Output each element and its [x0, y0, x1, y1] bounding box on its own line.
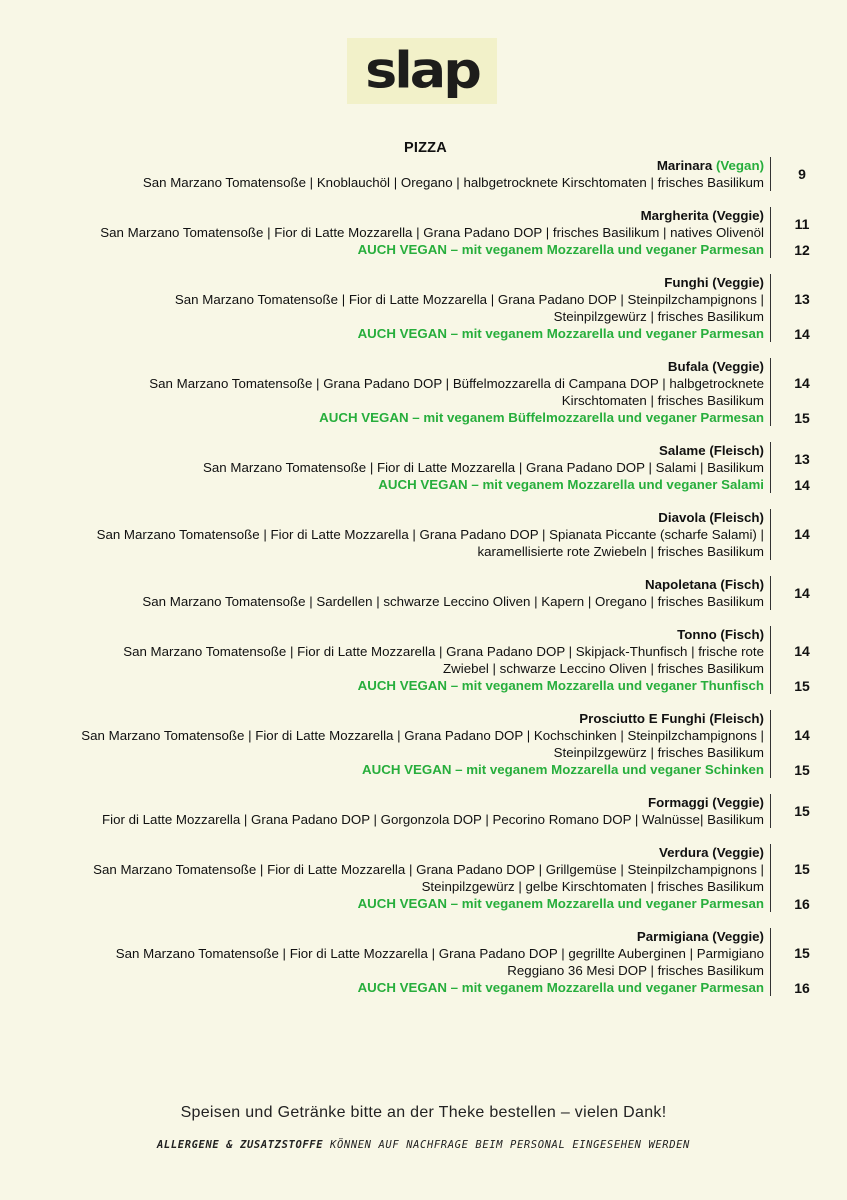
menu-item-text [0, 274, 764, 342]
menu-item-description: Steinpilzgewürz | frisches Basilikum [553, 309, 764, 324]
menu-item-description: San Marzano Tomatensoße | Fior di Latte Mozzarella | Grana Padano DOP | Kochschinken | Steinpilzchampignons | [81, 728, 764, 743]
menu-item-tag: (Fisch) [720, 577, 764, 592]
menu-item-text [0, 626, 764, 694]
menu-item-name: Diavola [658, 510, 706, 525]
price-divider [770, 157, 771, 191]
menu-item-name: Napoletana [645, 577, 717, 592]
price-divider [770, 710, 771, 778]
menu-item-price: 15 [794, 944, 810, 961]
menu-item-title [0, 207, 764, 224]
menu-item-description: San Marzano Tomatensoße | Fior di Latte Mozzarella | Grana Padano DOP | gegrillte Auberginen | Parmigiano [115, 946, 764, 961]
menu-item [0, 358, 847, 426]
menu-item-price: 14 [794, 585, 810, 601]
menu-item-description: San Marzano Tomatensoße | Sardellen | schwarze Leccino Oliven | Kapern | Oregano | frisches Basilikum [142, 594, 764, 609]
menu-item-title [0, 710, 764, 727]
menu-item-price: 14 [794, 525, 810, 542]
menu-item-description: San Marzano Tomatensoße | Fior di Latte Mozzarella | Grana Padano DOP | Skipjack-Thunfisch | frische rote [123, 644, 764, 659]
menu-item-price: 11 [794, 216, 810, 232]
menu-item [0, 442, 847, 493]
menu-item-name: Funghi [664, 275, 709, 290]
menu-item [0, 576, 847, 610]
menu-item-text [0, 157, 764, 191]
menu-item-price: 15 [794, 860, 810, 877]
menu-item-vegan-price: 16 [794, 896, 810, 912]
menu-item-title [0, 358, 764, 375]
menu-item-title [0, 928, 764, 945]
menu-item-price: 14 [794, 374, 810, 391]
menu-item-price: 13 [794, 290, 810, 307]
allergen-note-bold: ALLERGENE & ZUSATZSTOFFE [157, 1139, 324, 1151]
menu-item-tag: (Fleisch) [709, 443, 764, 458]
menu-item-description: Steinpilzgewürz | gelbe Kirschtomaten | frisches Basilikum [421, 879, 764, 894]
logo-text: slap [365, 41, 479, 100]
menu-item-title [0, 509, 764, 526]
menu-item-description: Fior di Latte Mozzarella | Grana Padano DOP | Gorgonzola DOP | Pecorino Romano DOP | Walnüsse| Basilikum [102, 812, 764, 827]
menu-item-text [0, 576, 764, 610]
menu-item-vegan-price: 14 [794, 477, 810, 493]
menu-item-vegan-option: AUCH VEGAN – mit veganem Mozzarella und veganer Salami [378, 477, 764, 492]
menu-item-vegan-price: 15 [794, 410, 810, 426]
menu-item-name: Parmigiana [636, 929, 709, 944]
section-title: PIZZA [404, 140, 447, 156]
menu-item-title [0, 626, 764, 643]
allergen-note [0, 1139, 847, 1151]
menu-item-vegan-option: AUCH VEGAN – mit veganem Mozzarella und veganer Parmesan [357, 896, 764, 911]
menu-item-price: 14 [794, 726, 810, 743]
order-note: Speisen und Getränke bitte an der Theke bestellen – vielen Dank! [180, 1104, 667, 1121]
price-divider [770, 928, 771, 996]
menu-item-tag: (Veggie) [712, 359, 764, 374]
price-divider [770, 509, 771, 560]
menu-item-tag: (Fleisch) [709, 510, 764, 525]
menu-item [0, 157, 847, 191]
menu-item [0, 207, 847, 258]
menu-item-text [0, 207, 764, 258]
menu-item-name: Margherita [640, 208, 709, 223]
menu-item-title [0, 442, 764, 459]
menu-item-name: Prosciutto E Funghi [579, 711, 706, 726]
menu-item-description: San Marzano Tomatensoße | Fior di Latte Mozzarella | Grana Padano DOP | frisches Basilikum | natives Olivenöl [100, 225, 764, 240]
menu-item-vegan-price: 15 [794, 762, 810, 778]
menu-item-title [0, 157, 764, 174]
menu-item-description: San Marzano Tomatensoße | Fior di Latte Mozzarella | Grana Padano DOP | Salami | Basilikum [203, 460, 764, 475]
menu-item-text [0, 442, 764, 493]
menu-item-tag: (Veggie) [712, 275, 764, 290]
price-divider [770, 576, 771, 610]
menu-item-description: Steinpilzgewürz | frisches Basilikum [553, 745, 764, 760]
menu-item-tag: (Vegan) [715, 158, 764, 173]
menu-item-tag: (Fisch) [720, 627, 764, 642]
menu-item [0, 626, 847, 694]
menu-item-text [0, 928, 764, 996]
menu-item-description: San Marzano Tomatensoße | Fior di Latte Mozzarella | Grana Padano DOP | Steinpilzchampignons | [174, 292, 764, 307]
menu-item-description: Zwiebel | schwarze Leccino Oliven | frisches Basilikum [443, 661, 764, 676]
menu-item-price: 9 [798, 166, 806, 182]
price-divider [770, 442, 771, 493]
menu-item [0, 928, 847, 996]
menu-item-description: karamellisierte rote Zwiebeln | frisches Basilikum [477, 544, 764, 559]
menu-item-vegan-price: 12 [794, 242, 810, 258]
menu-item [0, 274, 847, 342]
menu-item-tag: (Veggie) [712, 929, 764, 944]
menu-item-title [0, 844, 764, 861]
menu-item-description: San Marzano Tomatensoße | Knoblauchöl | Oregano | halbgetrocknete Kirschtomaten | frisches Basilikum [142, 175, 764, 190]
pizza-menu [0, 157, 847, 1012]
price-divider [770, 794, 771, 828]
menu-item-vegan-option: AUCH VEGAN – mit veganem Mozzarella und veganer Parmesan [357, 326, 764, 341]
menu-item-text [0, 710, 764, 778]
menu-item-vegan-option: AUCH VEGAN – mit veganem Mozzarella und veganer Schinken [362, 762, 764, 777]
menu-item-vegan-price: 14 [794, 326, 810, 342]
menu-item-name: Bufala [667, 359, 709, 374]
menu-item-text [0, 358, 764, 426]
menu-item-name: Tonno [677, 627, 717, 642]
menu-item-tag: (Fleisch) [709, 711, 764, 726]
menu-item-title [0, 576, 764, 593]
logo [347, 38, 497, 104]
menu-item-description: San Marzano Tomatensoße | Fior di Latte Mozzarella | Grana Padano DOP | Grillgemüse | Steinpilzchampignons | [93, 862, 764, 877]
menu-item-vegan-option: AUCH VEGAN – mit veganem Mozzarella und veganer Parmesan [357, 242, 764, 257]
menu-item-tag: (Veggie) [712, 795, 764, 810]
menu-item [0, 844, 847, 912]
menu-item [0, 509, 847, 560]
menu-item [0, 710, 847, 778]
menu-item-tag: (Veggie) [712, 208, 764, 223]
price-divider [770, 844, 771, 912]
menu-item-text [0, 844, 764, 912]
menu-item-name: Verdura [659, 845, 709, 860]
menu-item-text [0, 509, 764, 560]
menu-item-tag: (Veggie) [712, 845, 764, 860]
menu-item-name: Marinara [656, 158, 713, 173]
menu-item-vegan-option: AUCH VEGAN – mit veganem Mozzarella und veganer Thunfisch [357, 678, 764, 693]
menu-item-title [0, 794, 764, 811]
price-divider [770, 274, 771, 342]
menu-item-price: 13 [794, 451, 810, 467]
menu-item-description: San Marzano Tomatensoße | Fior di Latte Mozzarella | Grana Padano DOP | Spianata Piccante (scharfe Salami) | [96, 527, 764, 542]
menu-item-price: 15 [794, 803, 810, 819]
menu-item-vegan-price: 16 [794, 980, 810, 996]
menu-item-name: Salame [659, 443, 706, 458]
allergen-note-rest: KÖNNEN AUF NACHFRAGE BEIM PERSONAL EINGESEHEN WERDEN [323, 1139, 690, 1151]
menu-item-vegan-option: AUCH VEGAN – mit veganem Mozzarella und veganer Parmesan [357, 980, 764, 995]
menu-item-price: 14 [794, 642, 810, 659]
price-divider [770, 358, 771, 426]
menu-item-description: Reggiano 36 Mesi DOP | frisches Basilikum [507, 963, 764, 978]
menu-item [0, 794, 847, 828]
menu-item-vegan-option: AUCH VEGAN – mit veganem Büffelmozzarella und veganer Parmesan [319, 410, 764, 425]
menu-item-description: San Marzano Tomatensoße | Grana Padano DOP | Büffelmozzarella di Campana DOP | halbgetrocknete [149, 376, 764, 391]
menu-item-text [0, 794, 764, 828]
menu-item-vegan-price: 15 [794, 678, 810, 694]
price-divider [770, 207, 771, 258]
menu-item-description: Kirschtomaten | frisches Basilikum [561, 393, 764, 408]
menu-item-title [0, 274, 764, 291]
price-divider [770, 626, 771, 694]
menu-item-name: Formaggi [647, 795, 709, 810]
